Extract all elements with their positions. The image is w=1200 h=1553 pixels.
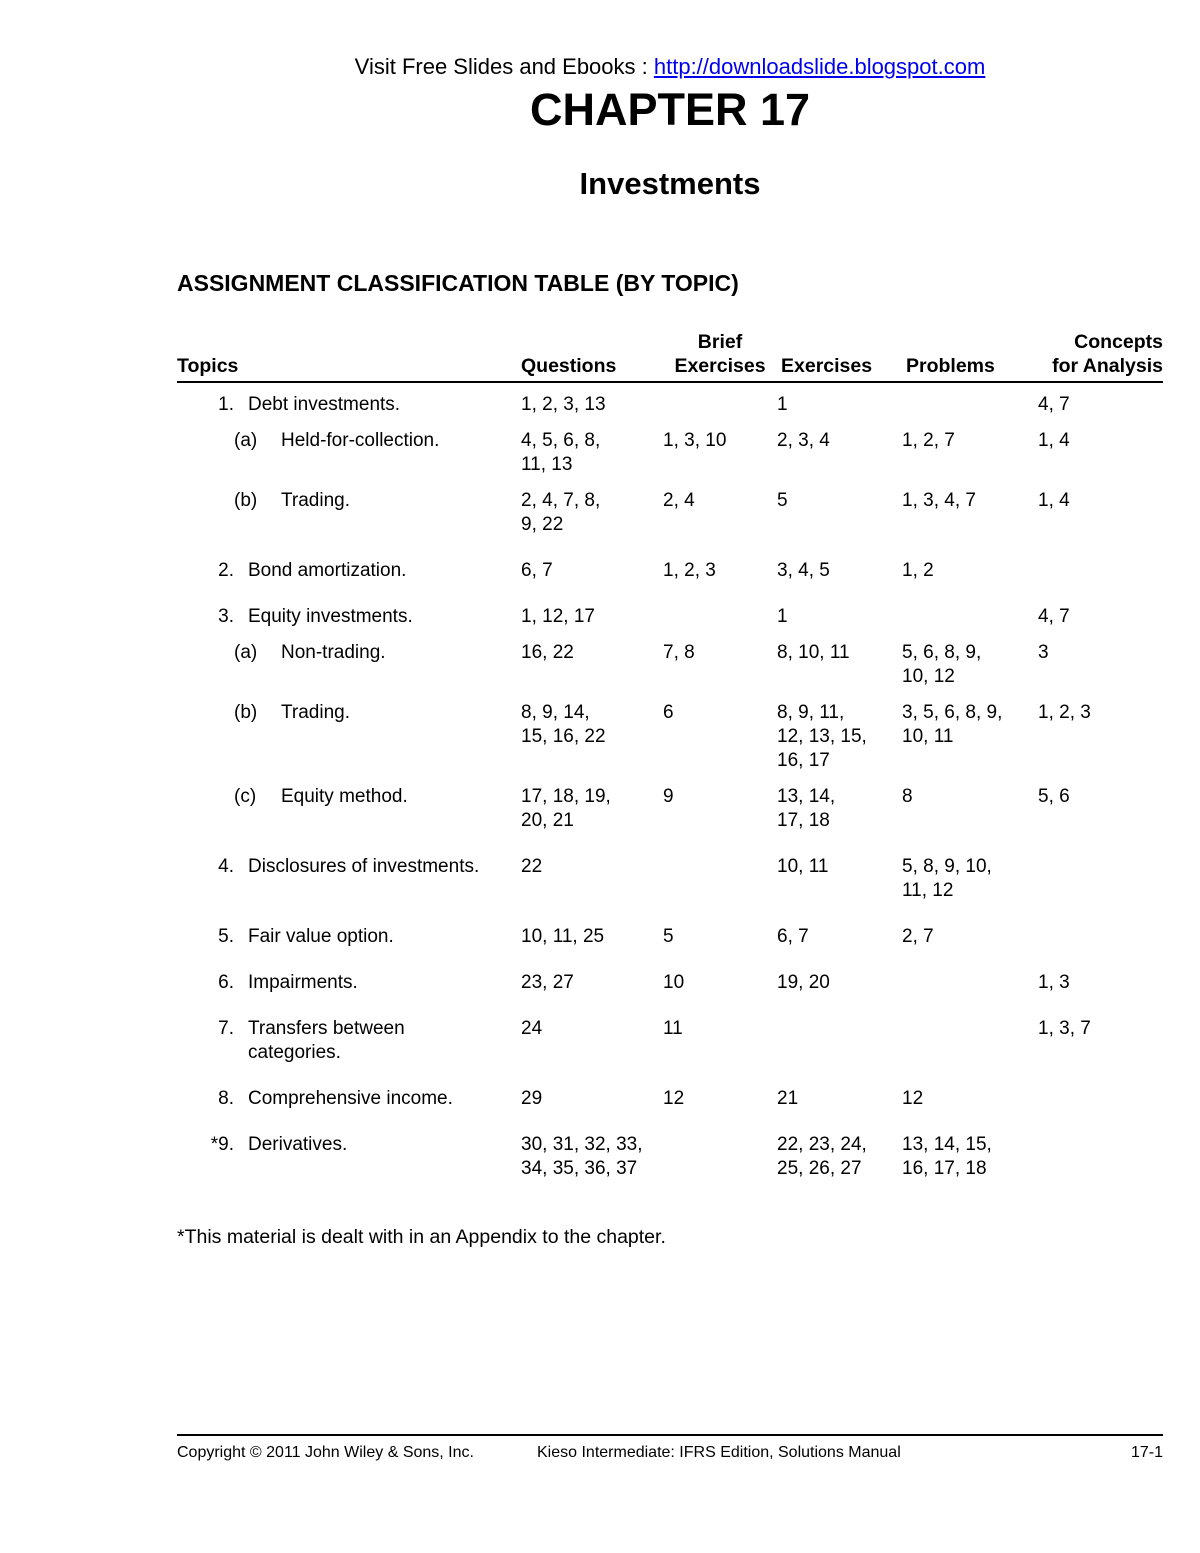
- topic-number: *9.: [210, 1134, 234, 1155]
- exercises-cell: 8, 9, 11, 12, 13, 15, 16, 17: [777, 702, 867, 771]
- brief-cell: [663, 583, 777, 629]
- topic-cell: [177, 382, 521, 417]
- concepts-cell: [1034, 833, 1163, 903]
- questions-cell: 29: [521, 1088, 543, 1109]
- table-body: [177, 382, 1163, 1181]
- section-heading: ASSIGNMENT CLASSIFICATION TABLE (BY TOPIC): [177, 270, 739, 296]
- topic-number: 8.: [218, 1088, 234, 1109]
- footer-rule: [177, 1434, 1163, 1436]
- topic-cell: [177, 903, 521, 949]
- questions-cell: 23, 27: [521, 972, 574, 993]
- table-row: [177, 382, 1163, 417]
- problems-cell: 13, 14, 15, 16, 17, 18: [902, 1134, 992, 1179]
- table-row: [177, 583, 1163, 629]
- exercises-cell: 6, 7: [777, 926, 809, 947]
- concepts-cell: 5, 6: [1038, 786, 1070, 807]
- brief-cell: [663, 1111, 777, 1181]
- exercises-cell: 19, 20: [777, 972, 830, 993]
- table-header-row: [177, 330, 1163, 382]
- questions-cell: 2, 4, 7, 8, 9, 22: [521, 490, 601, 535]
- concepts-cell: 4, 7: [1038, 606, 1070, 627]
- concepts-cell: [1034, 1065, 1163, 1111]
- concepts-cell: 1, 2, 3: [1038, 702, 1091, 723]
- col-brief-exercises: [663, 330, 777, 382]
- col-exercises: Exercises: [777, 330, 902, 382]
- exercises-cell: [777, 995, 902, 1065]
- concepts-cell: [1034, 537, 1163, 583]
- topic-label: Derivatives.: [248, 1134, 348, 1155]
- questions-cell: 22: [521, 856, 543, 877]
- problems-cell: [902, 583, 1034, 629]
- col-problems: Problems: [902, 330, 1034, 382]
- topic-cell: [177, 417, 521, 477]
- questions-cell: 30, 31, 32, 33, 34, 35, 36, 37: [521, 1134, 643, 1179]
- footer: [177, 1444, 1163, 1462]
- brief-cell: 6: [663, 702, 674, 723]
- brief-cell: 12: [663, 1088, 685, 1109]
- topic-number: 1.: [218, 394, 234, 415]
- table-row: [177, 629, 1163, 689]
- problems-cell: 1, 2: [902, 560, 934, 581]
- col-topics: Topics: [177, 330, 521, 382]
- topic-label: Equity investments.: [248, 606, 413, 627]
- exercises-cell: 10, 11: [777, 856, 829, 877]
- table-row: [177, 477, 1163, 537]
- topic-cell: [177, 689, 521, 773]
- topic-cell: [177, 477, 521, 537]
- problems-cell: [902, 949, 1034, 995]
- exercises-cell: 22, 23, 24, 25, 26, 27: [777, 1134, 867, 1179]
- header-line: [0, 54, 1200, 80]
- brief-cell: [663, 382, 777, 417]
- concepts-cell: [1034, 1111, 1163, 1181]
- footnote: *This material is dealt with in an Appendix to the chapter.: [177, 1226, 666, 1248]
- concepts-cell: 1, 4: [1038, 430, 1070, 451]
- topic-number: (a): [234, 430, 258, 451]
- topic-cell: [177, 629, 521, 689]
- chapter-title: CHAPTER 17: [529, 84, 811, 135]
- topic-cell: [177, 1111, 521, 1181]
- problems-cell: 1, 3, 4, 7: [902, 490, 976, 511]
- footer-page-number: 17-1: [1130, 1444, 1163, 1461]
- col-concepts-line1: Concepts: [1074, 331, 1163, 353]
- topic-label: Comprehensive income.: [248, 1088, 453, 1109]
- topic-cell: [177, 583, 521, 629]
- topic-label: Fair value option.: [248, 926, 394, 947]
- exercises-cell: 2, 3, 4: [777, 430, 830, 451]
- exercises-cell: 21: [777, 1088, 799, 1109]
- table-row: [177, 773, 1163, 833]
- brief-cell: 1, 2, 3: [663, 560, 716, 581]
- concepts-cell: 4, 7: [1038, 394, 1070, 415]
- table-row: [177, 995, 1163, 1065]
- col-concepts-line2: for Analysis: [1052, 355, 1163, 377]
- topic-number: 6.: [218, 972, 234, 993]
- topic-cell: [177, 1065, 521, 1111]
- concepts-cell: 1, 3: [1038, 972, 1070, 993]
- topic-cell: [177, 995, 521, 1065]
- questions-cell: 10, 11, 25: [521, 926, 605, 947]
- exercises-cell: 1: [777, 394, 788, 415]
- table-row: [177, 537, 1163, 583]
- visit-text: Visit Free Slides and Ebooks :: [354, 54, 654, 79]
- exercises-cell: 5: [777, 490, 788, 511]
- concepts-cell: 1, 3, 7: [1038, 1018, 1091, 1039]
- questions-cell: 1, 12, 17: [521, 606, 595, 627]
- brief-cell: 5: [663, 926, 674, 947]
- brief-cell: 7, 8: [663, 642, 695, 663]
- topic-label: Transfers between categories.: [248, 1018, 405, 1063]
- brief-cell: 10: [663, 972, 685, 993]
- table-row: [177, 689, 1163, 773]
- topic-number: 5.: [218, 926, 234, 947]
- brief-cell: 1, 3, 10: [663, 430, 727, 451]
- problems-cell: 5, 8, 9, 10, 11, 12: [902, 856, 992, 901]
- exercises-cell: 3, 4, 5: [777, 560, 830, 581]
- topic-label: Held-for-collection.: [281, 430, 440, 451]
- problems-cell: 2, 7: [902, 926, 934, 947]
- topic-label: Bond amortization.: [248, 560, 407, 581]
- brief-cell: 9: [663, 786, 674, 807]
- problems-cell: [902, 995, 1034, 1065]
- table-row: [177, 903, 1163, 949]
- topic-number: (c): [234, 786, 257, 807]
- topic-label: Non-trading.: [281, 642, 386, 663]
- topic-cell: [177, 833, 521, 903]
- topic-number: (a): [234, 642, 258, 663]
- table-row: [177, 1111, 1163, 1181]
- topic-cell: [177, 949, 521, 995]
- footer-book-title: Kieso Intermediate: IFRS Edition, Solutions Manual: [537, 1444, 901, 1461]
- questions-cell: 6, 7: [521, 560, 553, 581]
- concepts-cell: [1034, 903, 1163, 949]
- topic-number: 2.: [218, 560, 234, 581]
- table-row: [177, 949, 1163, 995]
- chapter-subtitle: Investments: [579, 166, 761, 201]
- questions-cell: 17, 18, 19, 20, 21: [521, 786, 611, 831]
- download-link[interactable]: http://downloadslide.blogspot.com: [653, 54, 986, 79]
- col-brief-line1: Brief: [697, 331, 743, 353]
- questions-cell: 24: [521, 1018, 543, 1039]
- exercises-cell: 13, 14, 17, 18: [777, 786, 836, 831]
- topic-cell: [177, 773, 521, 833]
- table-row: [177, 833, 1163, 903]
- problems-cell: 1, 2, 7: [902, 430, 955, 451]
- topic-label: Disclosures of investments.: [248, 856, 480, 877]
- topic-label: Equity method.: [281, 786, 408, 807]
- topic-number: 7.: [218, 1018, 234, 1039]
- problems-cell: 8: [902, 786, 913, 807]
- table-row: [177, 417, 1163, 477]
- topic-number: 3.: [218, 606, 234, 627]
- topic-cell: [177, 537, 521, 583]
- questions-cell: 4, 5, 6, 8, 11, 13: [521, 430, 601, 475]
- col-questions: Questions: [521, 330, 663, 382]
- problems-cell: [902, 382, 1034, 417]
- footer-copyright: Copyright © 2011 John Wiley & Sons, Inc.: [177, 1444, 474, 1461]
- questions-cell: 1, 2, 3, 13: [521, 394, 606, 415]
- brief-cell: 11: [663, 1018, 683, 1039]
- topic-label: Impairments.: [248, 972, 358, 993]
- col-brief-line2: Exercises: [674, 355, 766, 377]
- topic-label: Trading.: [281, 490, 350, 511]
- problems-cell: 5, 6, 8, 9, 10, 12: [902, 642, 982, 687]
- topic-number: 4.: [218, 856, 234, 877]
- topic-number: (b): [234, 490, 258, 511]
- col-concepts: [1034, 330, 1163, 382]
- questions-cell: 8, 9, 14, 15, 16, 22: [521, 702, 606, 747]
- topic-label: Trading.: [281, 702, 350, 723]
- concepts-cell: 1, 4: [1038, 490, 1070, 511]
- classification-table: [177, 330, 1163, 1181]
- concepts-cell: 3: [1038, 642, 1049, 663]
- table-row: [177, 1065, 1163, 1111]
- brief-cell: [663, 833, 777, 903]
- exercises-cell: 1: [777, 606, 788, 627]
- topic-number: (b): [234, 702, 258, 723]
- problems-cell: 3, 5, 6, 8, 9, 10, 11: [902, 702, 1003, 747]
- exercises-cell: 8, 10, 11: [777, 642, 850, 663]
- topic-label: Debt investments.: [248, 394, 401, 415]
- questions-cell: 16, 22: [521, 642, 574, 663]
- problems-cell: 12: [902, 1088, 924, 1109]
- brief-cell: 2, 4: [663, 490, 695, 511]
